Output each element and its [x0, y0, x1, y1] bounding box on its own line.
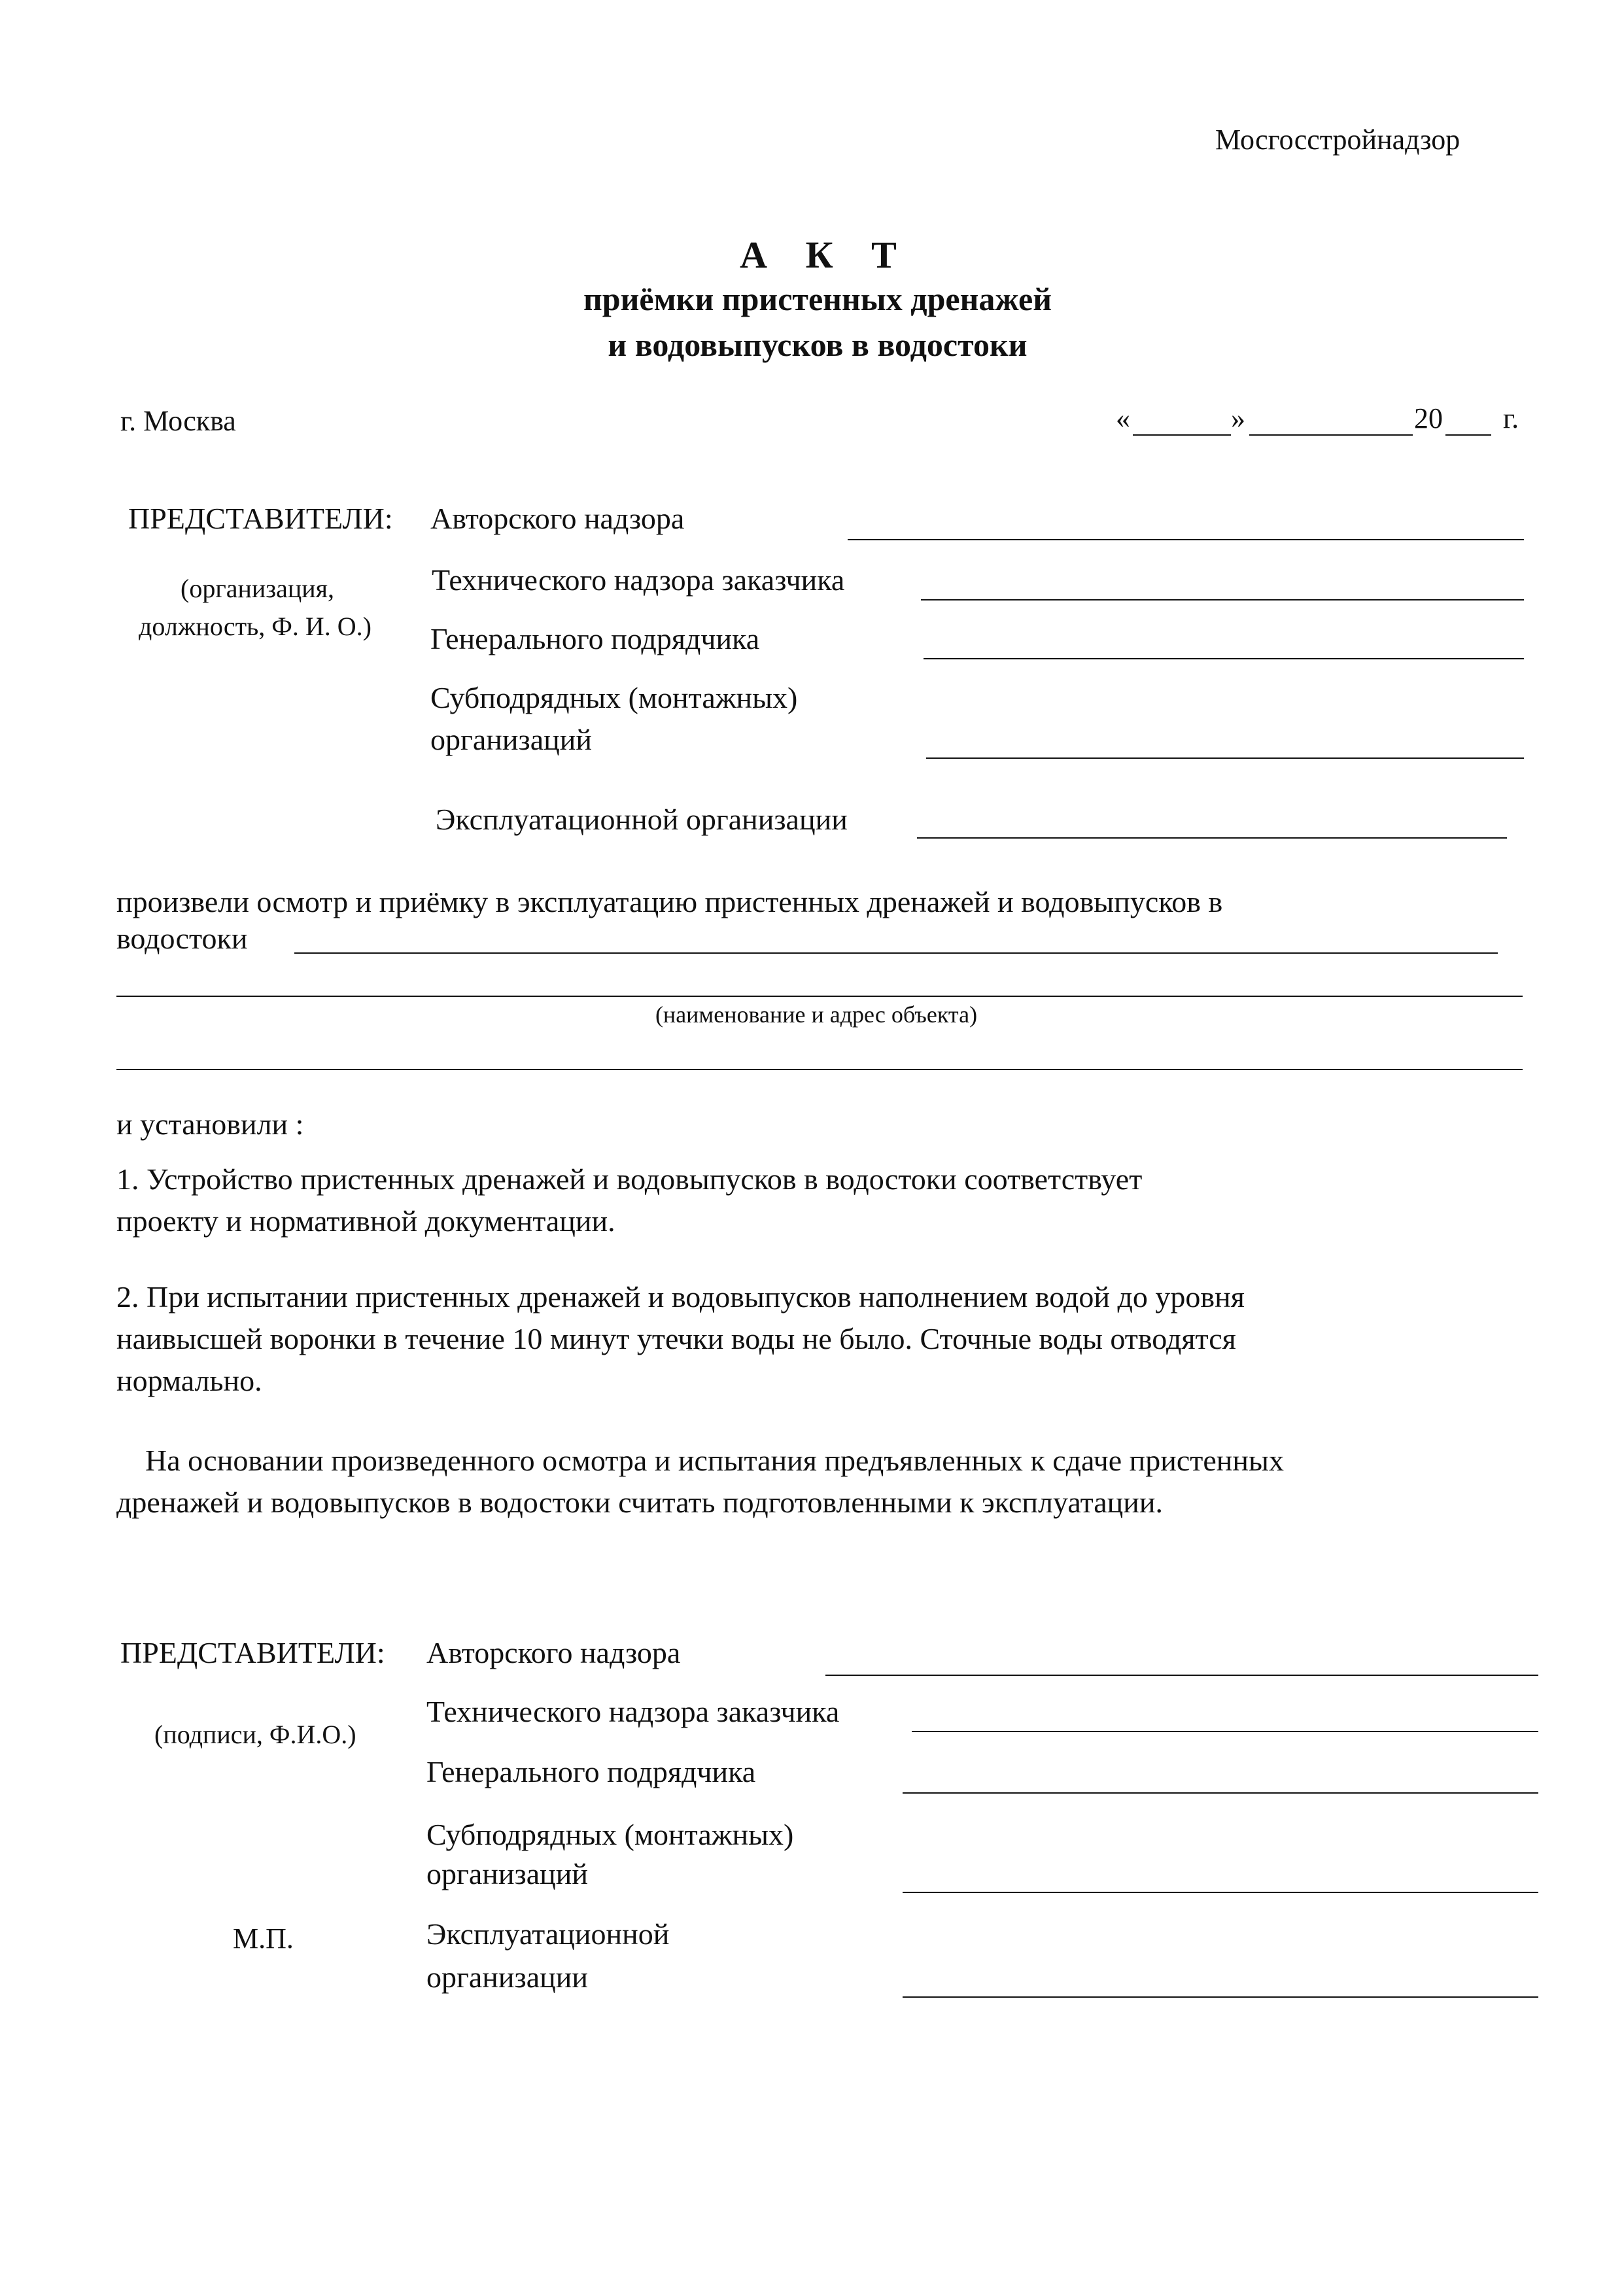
- rep-sub-label-line1: Субподрядных (монтажных): [430, 681, 798, 714]
- conclusion-line2: дренажей и водовыпусков в водостоки считать подготовленными к эксплуатации.: [116, 1486, 1164, 1519]
- inspection-line1: произвели осмотр и приёмку в эксплуатацию пристенных дренажей и водовыпусков в: [116, 885, 1223, 918]
- finding-2-line1: 2. При испытании пристенных дренажей и водовыпусков наполнением водой до уровня: [116, 1280, 1245, 1313]
- object-blank-2[interactable]: [116, 996, 1523, 997]
- finding-1-line2: проекту и нормативной документации.: [116, 1204, 615, 1238]
- rep-author-blank[interactable]: [848, 539, 1524, 540]
- sig-general-label: Генерального подрядчика: [426, 1755, 756, 1788]
- signatures-note: (подписи, Ф.И.О.): [154, 1720, 356, 1749]
- rep-general-blank[interactable]: [924, 658, 1524, 659]
- sig-sub-label-line1: Субподрядных (монтажных): [426, 1818, 794, 1851]
- sig-operating-blank[interactable]: [903, 1996, 1538, 1998]
- rep-general-label: Генерального подрядчика: [430, 622, 760, 655]
- object-blank-1[interactable]: [294, 952, 1498, 954]
- rep-author-label: Авторского надзора: [430, 502, 685, 535]
- org-header: Мосгосстройнадзор: [1215, 124, 1460, 156]
- sig-sub-blank[interactable]: [903, 1892, 1538, 1893]
- rep-sub-label-line2: организаций: [430, 723, 592, 756]
- finding-2-line3: нормально.: [116, 1364, 262, 1397]
- signatures-heading: ПРЕДСТАВИТЕЛИ:: [120, 1636, 385, 1669]
- rep-operating-label: Эксплуатационной организации: [436, 803, 848, 836]
- doc-subtitle-line1: приёмки пристенных дренажей: [583, 281, 1052, 317]
- sig-general-blank[interactable]: [903, 1792, 1538, 1794]
- finding-2-line2: наивысшей воронки в течение 10 минут утечки воды не было. Сточные воды отводятся: [116, 1322, 1236, 1355]
- representatives-note-line2: должность, Ф. И. О.): [139, 612, 371, 641]
- rep-technical-blank[interactable]: [921, 599, 1524, 600]
- sig-operating-label-line1: Эксплуатационной: [426, 1917, 670, 1951]
- date-year-blank: [1445, 434, 1491, 436]
- representatives-note-line1: (организация,: [181, 574, 335, 603]
- doc-title: А К Т: [740, 234, 911, 276]
- representatives-heading: ПРЕДСТАВИТЕЛИ:: [128, 502, 393, 535]
- sig-author-label: Авторского надзора: [426, 1636, 681, 1669]
- rep-operating-blank[interactable]: [917, 837, 1507, 839]
- inspection-line2: водостоки: [116, 922, 248, 955]
- date-open-quote: «: [1116, 402, 1130, 434]
- conclusion-line1: На основании произведенного осмотра и испытания предъявленных к сдаче пристенных: [145, 1444, 1284, 1477]
- doc-subtitle-line2: и водовыпусков в водостоки: [608, 326, 1028, 363]
- date-year-suffix: г.: [1503, 402, 1519, 434]
- findings-intro: и установили :: [116, 1107, 304, 1141]
- place-label: г. Москва: [120, 405, 236, 437]
- rep-sub-blank[interactable]: [926, 757, 1524, 759]
- date-day-blank: [1133, 434, 1231, 436]
- sig-technical-blank[interactable]: [912, 1731, 1538, 1732]
- date-close-quote: »: [1231, 402, 1245, 434]
- date-year-prefix: 20: [1414, 402, 1443, 434]
- date-month-blank: [1249, 434, 1413, 436]
- sig-author-blank[interactable]: [825, 1675, 1538, 1676]
- sig-technical-label: Технического надзора заказчика: [426, 1695, 840, 1728]
- rep-technical-label: Технического надзора заказчика: [432, 563, 845, 597]
- object-blank-3[interactable]: [116, 1069, 1523, 1070]
- seal-label: М.П.: [233, 1922, 294, 1955]
- sig-sub-label-line2: организаций: [426, 1857, 588, 1890]
- finding-1-line1: 1. Устройство пристенных дренажей и водовыпусков в водостоки соответствует: [116, 1162, 1143, 1196]
- object-caption: (наименование и адрес объекта): [655, 1001, 978, 1028]
- sig-operating-label-line2: организации: [426, 1960, 588, 1994]
